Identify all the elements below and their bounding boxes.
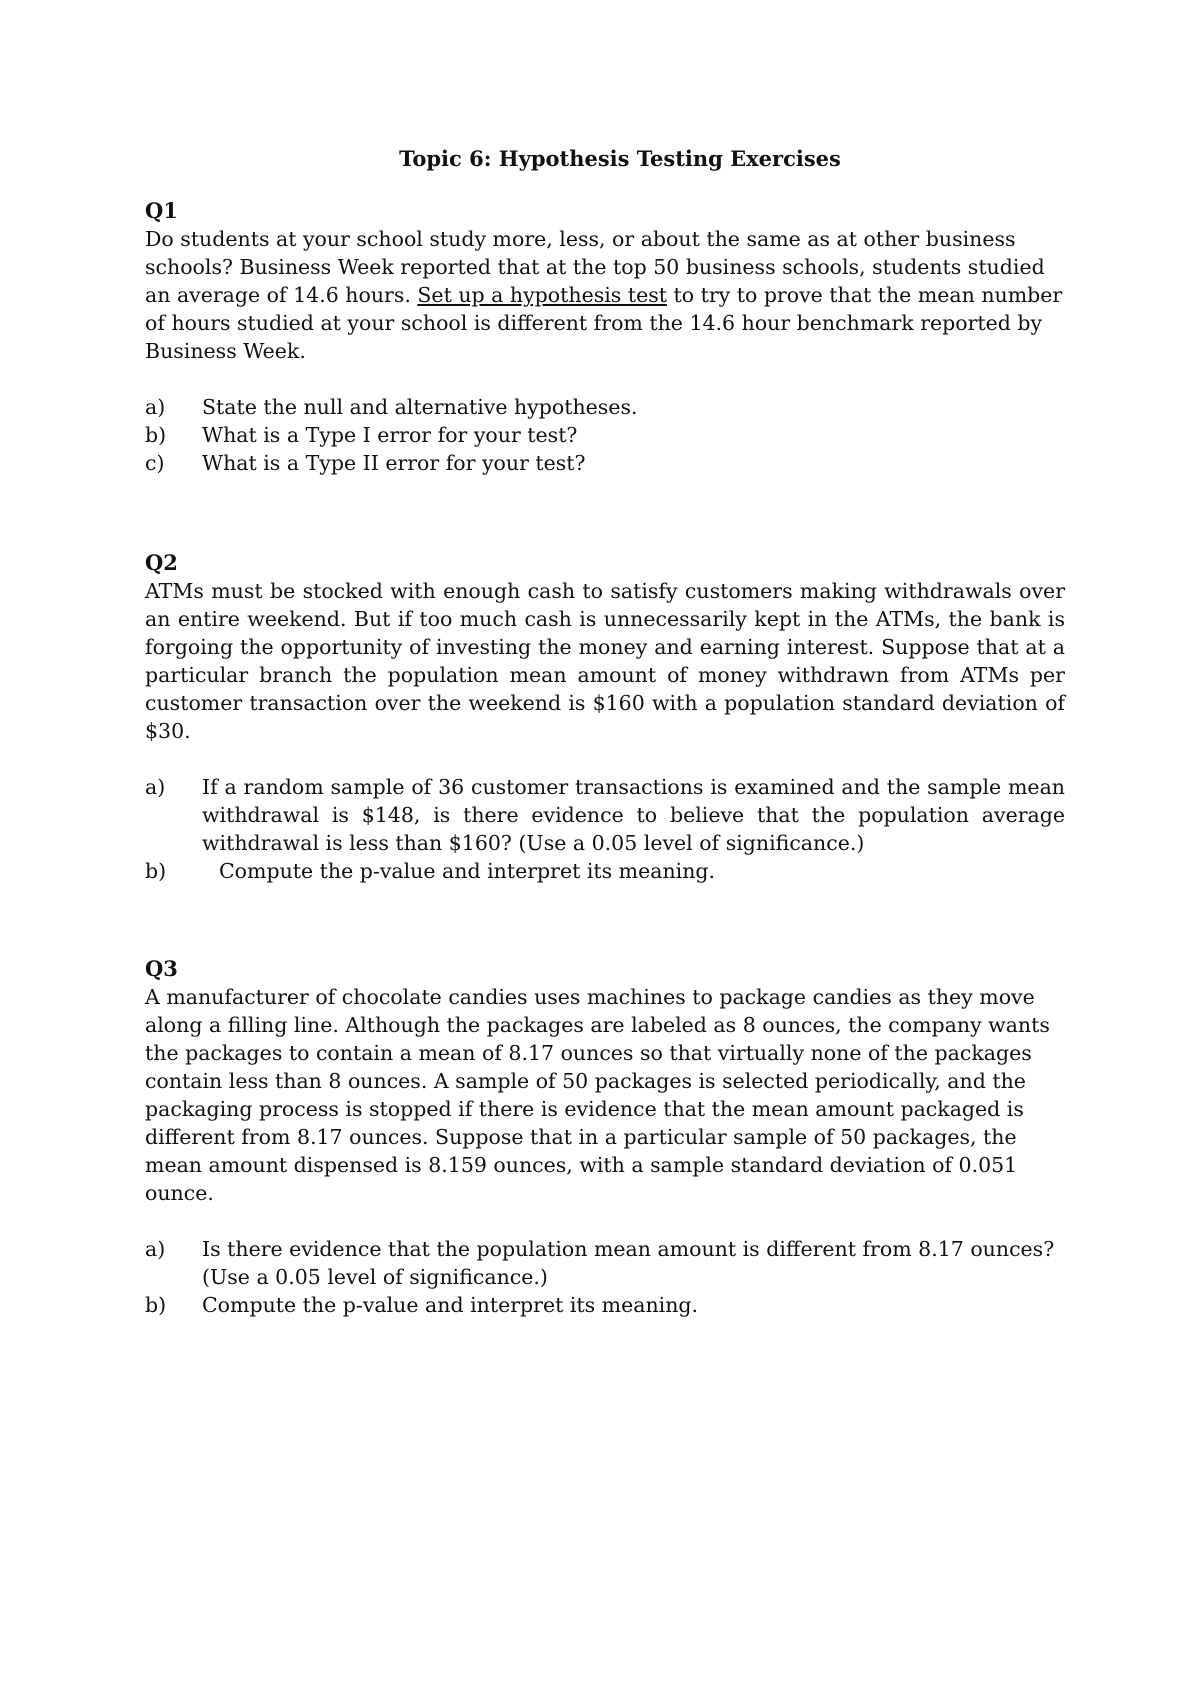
- item-text: Compute the p-value and interpret its meaning.: [202, 1293, 699, 1317]
- document-title: Topic 6: Hypothesis Testing Exercises: [399, 146, 841, 171]
- question-1-heading: Q1: [145, 198, 178, 223]
- document-body: [145, 145, 1065, 1319]
- question-2-items: [145, 773, 1065, 885]
- list-item: [145, 449, 1065, 477]
- item-label: b): [145, 859, 167, 883]
- list-item: [145, 393, 1065, 421]
- item-label: b): [145, 1293, 167, 1317]
- list-item: [145, 857, 1065, 885]
- item-text: What is a Type I error for your test?: [202, 423, 578, 447]
- question-3-text: A manufacturer of chocolate candies uses machines to package candies as they move along a filling line. Although the packages are labeled as 8 ounces, the company wants the packages to contain a mean of 8.17 ounces so that virtually none of the packages contain less than 8 ounces. A sample of 50 packages is selected periodically, and the packaging process is stopped if there is evidence that the mean amount packaged is different from 8.17 ounces. Suppose that in a particular sample of 50 packages, the mean amount dispensed is 8.159 ounces, with a sample standard deviation of 0.051 ounce.: [145, 985, 1050, 1205]
- question-1-text-after: to try to prove that the mean number of hours studied at your school is different from the 14.6 hour benchmark reported by Business Week.: [145, 283, 1063, 363]
- item-text: What is a Type II error for your test?: [202, 451, 586, 475]
- item-label: c): [145, 451, 165, 475]
- list-item: [145, 773, 1065, 857]
- item-text: State the null and alternative hypotheses.: [202, 395, 638, 419]
- question-3-items: [145, 1235, 1065, 1319]
- item-label: b): [145, 423, 167, 447]
- list-item: [145, 421, 1065, 449]
- list-item: [145, 1235, 1065, 1291]
- question-1-text-before: Do students at your school study more, less, or about the same as at other business schools? Business Week reported that at the top 50 business schools, students studied an average of 14.6 hours.: [145, 227, 1045, 307]
- item-label: a): [145, 395, 166, 419]
- list-item: [145, 1291, 1065, 1319]
- question-1-items: [145, 393, 1065, 477]
- question-2-text: ATMs must be stocked with enough cash to satisfy customers making withdrawals over an entire weekend. But if too much cash is unnecessarily kept in the ATMs, the bank is forgoing the opportunity of investing the money and earning interest. Suppose that at a particular branch the population mean amount of money withdrawn from ATMs per customer transaction over the weekend is $160 with a population standard deviation of $30.: [145, 579, 1065, 743]
- item-label: a): [145, 1237, 166, 1261]
- item-text: Is there evidence that the population mean amount is different from 8.17 ounces? (Use a 0.05 level of significance.): [202, 1237, 1055, 1289]
- question-1-underlined-phrase: Set up a hypothesis test: [417, 283, 667, 307]
- question-2-heading: Q2: [145, 550, 178, 575]
- question-1: [145, 197, 1065, 477]
- question-3: [145, 955, 1065, 1319]
- question-3-heading: Q3: [145, 956, 178, 981]
- question-1-text: [145, 225, 1065, 365]
- question-2: [145, 549, 1065, 885]
- item-label: a): [145, 775, 166, 799]
- item-text: Compute the p-value and interpret its meaning.: [219, 859, 716, 883]
- item-text: If a random sample of 36 customer transactions is examined and the sample mean withdrawal is $148, is there evidence to believe that the population average withdrawal is less than $160? (Use a 0.05 level of significance.): [202, 775, 1065, 855]
